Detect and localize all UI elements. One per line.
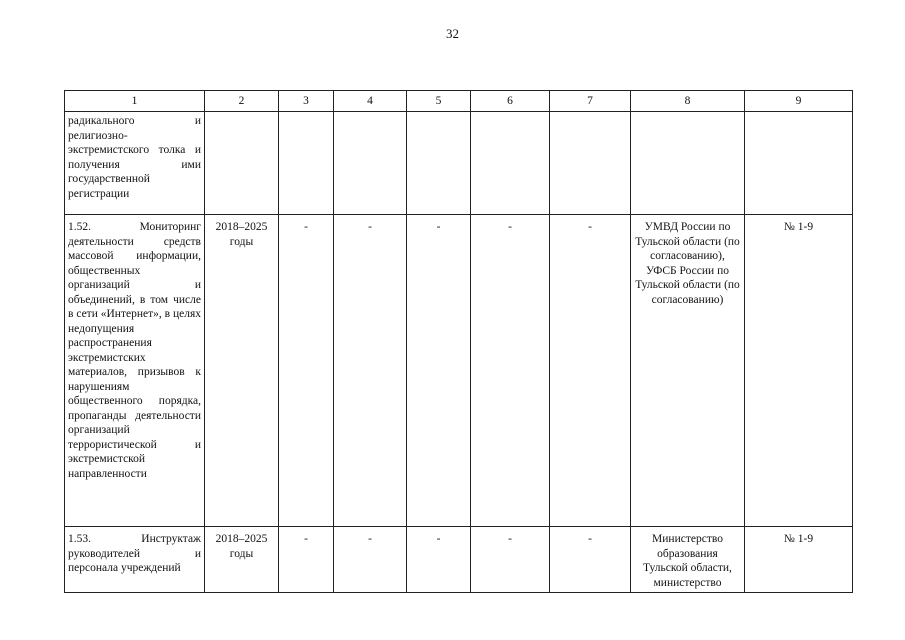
measure-name: 1.52. Мониторинг деятельности средств массовой информации, общественных организаций и объединений, в том числе в сети «Интернет», в целях недопущения распространения экстремистских материалов, призывов к нарушениям общественного порядка, пропаганды деятельности организаций террористической и экстремистской направленности <box>65 215 205 527</box>
column-header-8: 8 <box>631 91 745 112</box>
value-cell-3: - <box>279 527 334 593</box>
program-table <box>64 90 853 593</box>
column-header-2: 2 <box>205 91 279 112</box>
column-header-1: 1 <box>65 91 205 112</box>
value-cell-6: - <box>471 527 550 593</box>
column-header-9: 9 <box>745 91 853 112</box>
indicator-cell: № 1-9 <box>745 527 853 593</box>
value-cell-7: - <box>550 215 631 527</box>
measure-name: радикального и религиозно-экстремистского толка и получения ими государственной регистрации <box>65 112 205 215</box>
executor-cell: УМВД России по Тульской области (по согласованию), УФСБ России по Тульской области (по согласованию) <box>631 215 745 527</box>
value-cell-7: - <box>550 527 631 593</box>
header-row <box>65 91 853 112</box>
period-cell: 2018–2025 годы <box>205 527 279 593</box>
value-cell-4: - <box>334 215 407 527</box>
column-header-3: 3 <box>279 91 334 112</box>
value-cell-5 <box>407 112 471 215</box>
value-cell-5: - <box>407 527 471 593</box>
value-cell-3: - <box>279 215 334 527</box>
value-cell-6 <box>471 112 550 215</box>
column-header-5: 5 <box>407 91 471 112</box>
table-row <box>65 215 853 527</box>
table-row <box>65 112 853 215</box>
period-cell <box>205 112 279 215</box>
value-cell-4: - <box>334 527 407 593</box>
value-cell-7 <box>550 112 631 215</box>
column-header-6: 6 <box>471 91 550 112</box>
indicator-cell <box>745 112 853 215</box>
column-header-4: 4 <box>334 91 407 112</box>
executor-cell <box>631 112 745 215</box>
period-cell: 2018–2025 годы <box>205 215 279 527</box>
value-cell-4 <box>334 112 407 215</box>
executor-cell: Министерство образования Тульской области, министерство <box>631 527 745 593</box>
indicator-cell: № 1-9 <box>745 215 853 527</box>
measure-name: 1.53. Инструктаж руководителей и персонала учреждений <box>65 527 205 593</box>
table-row <box>65 527 853 593</box>
value-cell-6: - <box>471 215 550 527</box>
value-cell-5: - <box>407 215 471 527</box>
page-number: 32 <box>446 26 459 41</box>
value-cell-3 <box>279 112 334 215</box>
column-header-7: 7 <box>550 91 631 112</box>
